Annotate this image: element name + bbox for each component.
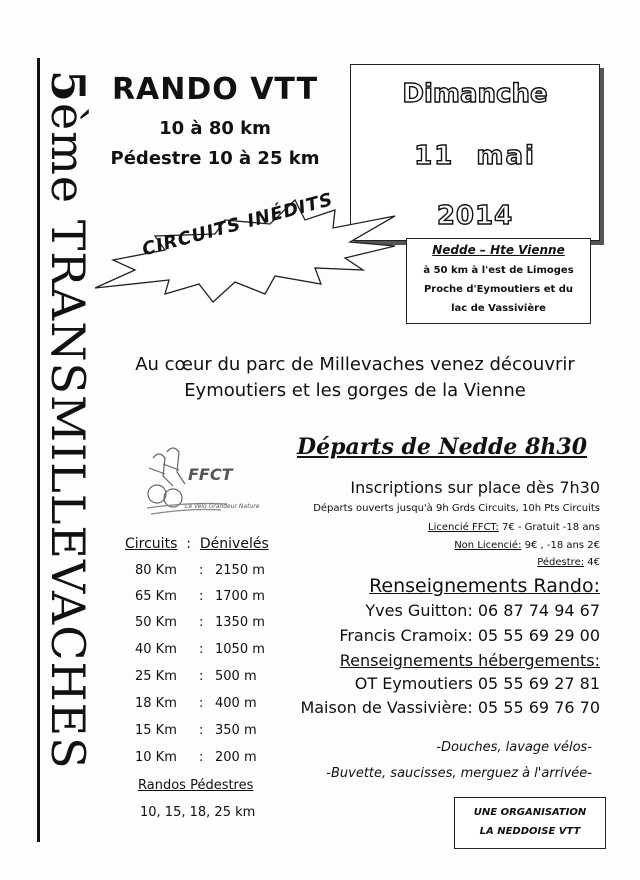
circuit-sep: :: [199, 589, 204, 604]
circuit-sep: :: [199, 615, 204, 630]
pedestrian-distance: Pédestre 10 à 25 km: [110, 148, 320, 169]
circuit-km: 50 Km: [135, 615, 177, 630]
circuit-sep: :: [199, 642, 204, 657]
price-non-licencie-value: 9€ , -18 ans 2€: [521, 540, 600, 551]
side-title-text: [38, 70, 98, 770]
circuit-elevation: 350 m: [215, 723, 257, 738]
rando-info-contact-2: Francis Cramoix: 05 55 69 29 00: [339, 626, 600, 645]
circuit-km: 18 Km: [135, 696, 177, 711]
circuit-elevation: 200 m: [215, 750, 257, 765]
circuit-km: 10 Km: [135, 750, 177, 765]
departs-heading: Départs de Nedde 8h30: [297, 434, 587, 460]
price-licencie-value: 7€ - Gratuit -18 ans: [498, 522, 600, 533]
date-day-month: 11 mai: [414, 141, 536, 171]
services-line-1: -Douches, lavage vélos-: [436, 740, 592, 755]
price-non-licencie: [300, 540, 600, 551]
organisation-line-2: LA NEDDOISE VTT: [479, 826, 581, 837]
location-line-1: à 50 km à l'est de Limoges: [423, 265, 574, 276]
side-title: [38, 70, 98, 840]
circuits-header: [125, 536, 285, 552]
logo-text: FFCT: [188, 465, 233, 484]
circuit-km: 65 Km: [135, 589, 177, 604]
circuit-elevation: 1700 m: [215, 589, 265, 604]
circuit-elevation: 400 m: [215, 696, 257, 711]
rando-info-contact-1: Yves Guitton: 06 87 74 94 67: [365, 601, 600, 620]
price-non-licencie-label: Non Licencié:: [454, 540, 522, 551]
circuits-header-sep: :: [186, 536, 191, 552]
circuit-km: 40 Km: [135, 642, 177, 657]
circuits-header-value: Dénivelés: [199, 536, 269, 552]
circuit-sep: :: [199, 563, 204, 578]
location-line-3: lac de Vassivière: [451, 303, 546, 314]
hebergement-contact-2: Maison de Vassivière: 05 55 69 76 70: [300, 698, 600, 717]
circuit-km: 15 Km: [135, 723, 177, 738]
vtt-distance: 10 à 80 km: [159, 118, 271, 139]
circuit-sep: :: [199, 750, 204, 765]
side-title-number: 5: [41, 70, 95, 104]
intro-line-2: Eymoutiers et les gorges de la Vienne: [184, 380, 526, 401]
rando-pedestres-values: 10, 15, 18, 25 km: [140, 805, 256, 820]
price-pedestre: [300, 557, 600, 568]
price-licencie-label: Licencié FFCT:: [428, 522, 499, 533]
organisation-box: [454, 797, 606, 849]
date-day: Dimanche: [402, 79, 548, 109]
circuit-elevation: 2150 m: [215, 563, 265, 578]
circuit-km: 25 Km: [135, 669, 177, 684]
location-box: [406, 238, 591, 324]
price-pedestre-value: 4€: [584, 557, 600, 568]
departs-open-line: Départs ouverts jusqu'à 9h Grds Circuits, 10h Pts Circuits: [313, 503, 600, 514]
logo-tagline: Le Vélo Grandeur Nature: [185, 503, 260, 510]
hebergement-contact-1: OT Eymoutiers 05 55 69 27 81: [354, 674, 600, 693]
inscriptions-line: Inscriptions sur place dès 7h30: [350, 478, 600, 497]
event-title: RANDO VTT: [111, 72, 319, 107]
circuit-elevation: 500 m: [215, 669, 257, 684]
circuits-header-label: Circuits: [125, 536, 178, 552]
circuit-elevation: 1050 m: [215, 642, 265, 657]
circuit-sep: :: [199, 669, 204, 684]
rando-pedestres-header: Randos Pédestres: [138, 778, 254, 793]
circuit-sep: :: [199, 723, 204, 738]
price-pedestre-label: Pédestre:: [537, 557, 585, 568]
location-title: Nedde – Hte Vienne: [432, 243, 565, 257]
price-licencie: [300, 522, 600, 533]
circuit-elevation: 1350 m: [215, 615, 265, 630]
rando-info-heading: Renseignements Rando:: [369, 575, 600, 597]
date-year: 2014: [436, 201, 514, 231]
intro-line-1: Au cœur du parc de Millevaches venez découvrir: [135, 354, 575, 375]
services-line-2: -Buvette, saucisses, merguez à l'arrivée-: [326, 766, 592, 781]
circuits-inedits-label: CIRCUITS INÉDITS: [140, 189, 336, 261]
side-title-label: ème TRANSMILLEVACHES: [41, 103, 95, 770]
organisation-line-1: UNE ORGANISATION: [473, 807, 587, 818]
hebergement-heading: Renseignements hébergements:: [339, 651, 600, 670]
circuit-sep: :: [199, 696, 204, 711]
location-line-2: Proche d'Eymoutiers et du: [423, 284, 574, 295]
circuit-km: 80 Km: [135, 563, 177, 578]
